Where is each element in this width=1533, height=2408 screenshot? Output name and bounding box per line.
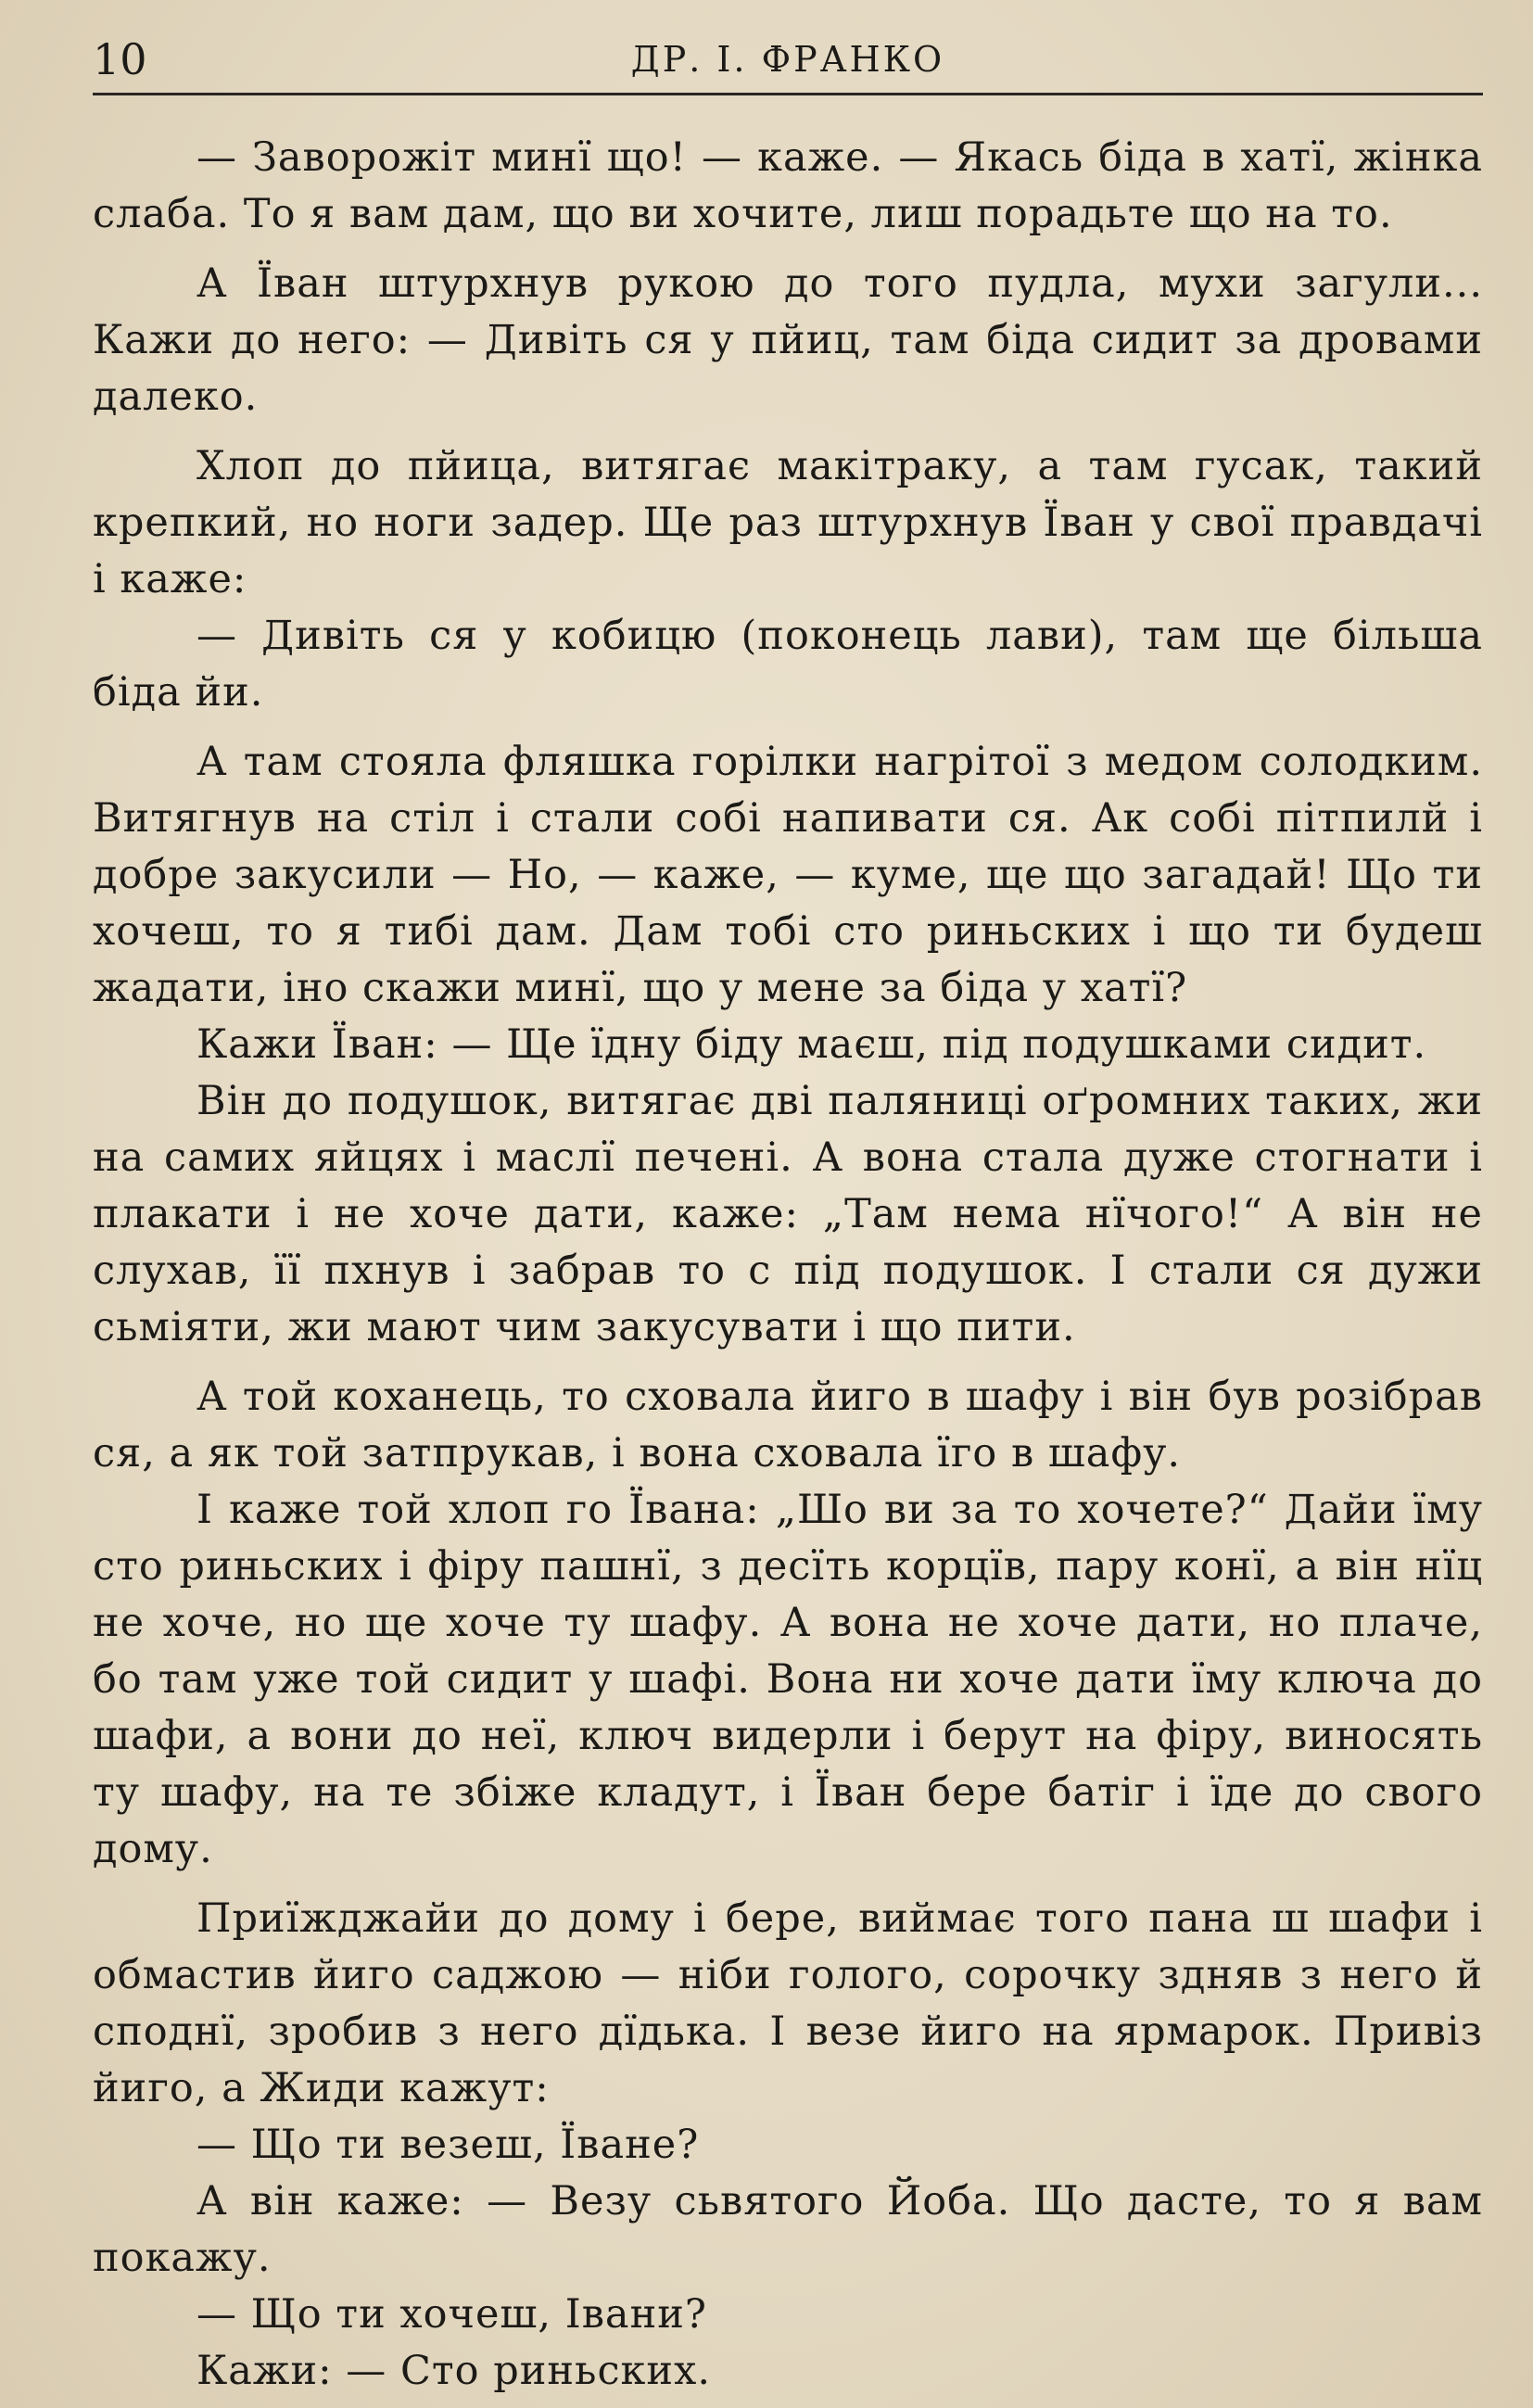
- paragraph: Кажи: — Сто риньских.: [196, 2348, 711, 2394]
- page-body: [93, 130, 1483, 2400]
- paragraph: А він каже: — Везу сьвятого Йоба. Що дасте, то я вам покажу.: [93, 2178, 1483, 2281]
- header-rule: [93, 93, 1483, 95]
- paragraph: Приїжджайи до дому і бере, виймає того пана ш шафи і обмастив йиго саджою — ніби голого, сорочку здняв з него й споднї, зробив з него дїдька. І везе йиго на ярмарок. Привіз йиго, а Жиди кажут:: [93, 1895, 1483, 2111]
- paragraph: — Дивіть ся у кобицю (поконець лави), там ще більша біда йи.: [93, 613, 1483, 716]
- paragraph: — Що ти везеш, Їване?: [196, 2122, 700, 2168]
- paragraph: А той коханець, то сховала йиго в шафу і він був розібрав ся, а як той затпрукав, і вона сховала їго в шафу.: [93, 1374, 1483, 1476]
- paragraph: — Що ти хочеш, Івани?: [196, 2291, 707, 2338]
- page-number: 10: [93, 34, 147, 84]
- paragraph: Він до подушок, витягає дві паляниці оґромних таких, жи на самих яйцях і маслї печені. А вона стала дуже стогнати і плакати і не хоче дати, каже: „Там нема нїчого!“ А він не слухав, її пхнув і забрав то с під подушок. І стали ся дужи сьміяти, жи мают чим закусувати і що пити.: [93, 1078, 1483, 1350]
- paragraph: А там стояла фляшка горілки нагрітої з медом солодким. Витягнув на стіл і стали собі напивати ся. Ак собі пітпилй і добре закусили — Но, — каже, — куме, ще що загадай! Що ти хочеш, то я тибі дам. Дам тобі сто риньских і що ти будеш жадати, іно скажи минї, що у мене за біда у хатї?: [93, 739, 1483, 1011]
- paragraph: — Заворожіт минї що! — каже. — Якась біда в хатї, жінка слаба. То я вам дам, що ви хочите, лиш порадьте що на то.: [93, 134, 1483, 237]
- page-header: [93, 20, 1483, 96]
- paragraph: Кажи Їван: — Ще їдну біду маєш, під подушками сидит.: [196, 1021, 1427, 1068]
- paragraph: Хлоп до пйица, витягає макітраку, а там гусак, такий крепкий, но ноги задер. Ще раз штурхнув Їван у свої правдачі і каже:: [93, 443, 1483, 602]
- paragraph: І каже той хлоп го Ївана: „Шо ви за то хочете?“ Дайи їму сто риньских і фіру пашнї, з десїть корцїв, пару конї, а він нїц не хоче, но ще хоче ту шафу. А вона не хоче дати, но плаче, бо там уже той сидит у шафі. Вона ни хоче дати їму ключа до шафи, а вони до неї, ключ видерли і берут на фіру, виносять ту шафу, на те збіже кладут, і Їван бере батіг і їде до свого дому.: [93, 1487, 1483, 1872]
- running-head: ДР. І. ФРАНКО: [630, 39, 945, 80]
- paragraph: А Їван штурхнув рукою до того пудла, мухи загули... Кажи до него: — Дивіть ся у пйиц, там біда сидит за дровами далеко.: [93, 260, 1483, 420]
